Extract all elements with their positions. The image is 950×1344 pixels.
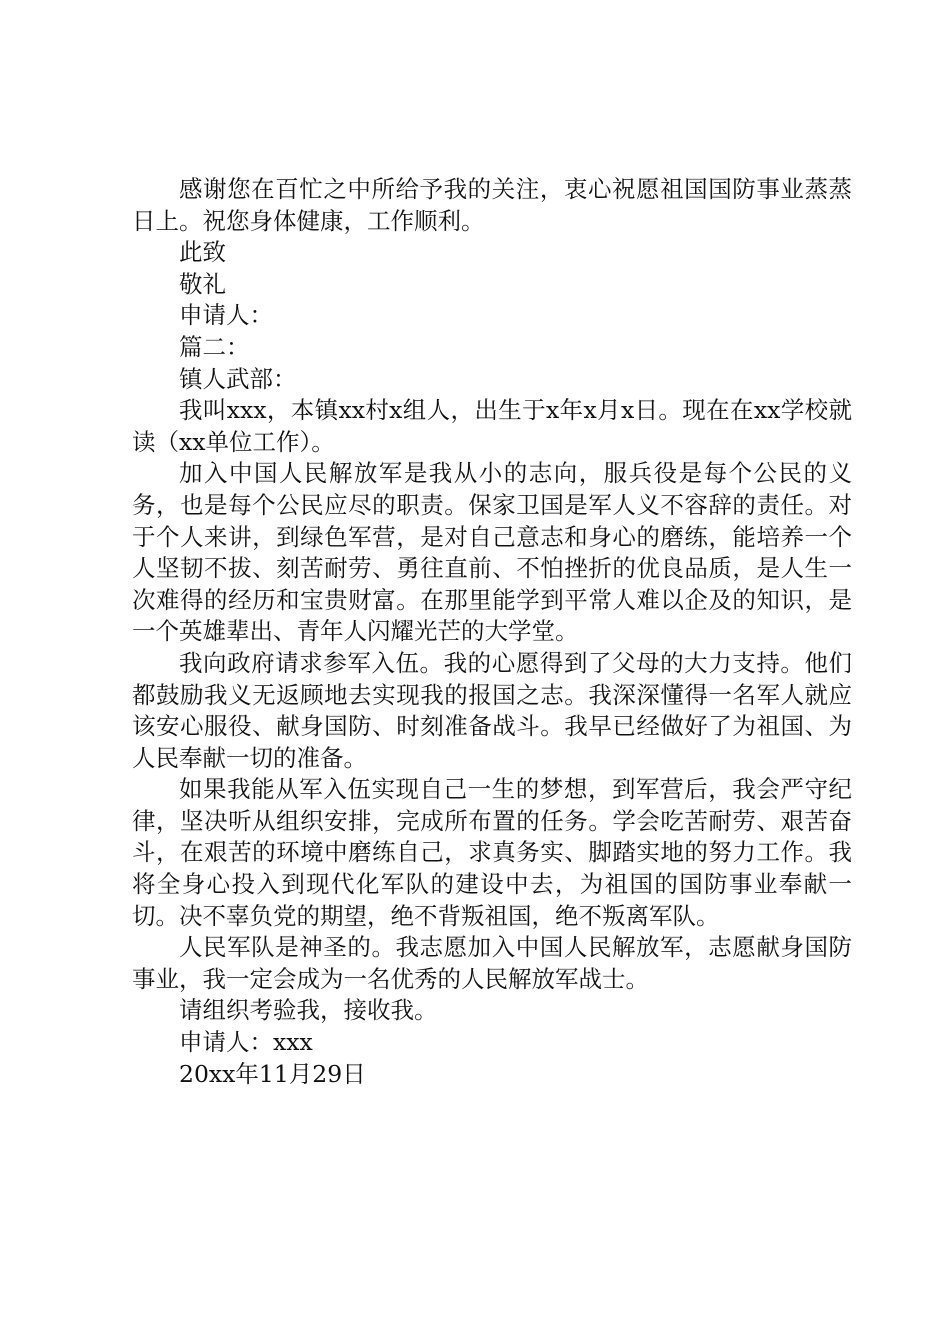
salutation-jingli: 敬礼	[179, 269, 226, 298]
intro-paragraph: 我叫xxx，本镇xx村x组人，出生于x年x月x日。现在在xx学校就读（xx单位工作）。	[132, 396, 852, 456]
request-paragraph: 我向政府请求参军入伍。我的心愿得到了父母的大力支持。他们都鼓励我义无返顾地去实现我的报国之志。我深深懂得一名军人就应该安心服役、献身国防、时刻准备战斗。我早已经做好了为祖国、为人民奉献一切的准备。	[132, 648, 852, 772]
aspiration-paragraph: 人民军队是神圣的。我志愿加入中国人民解放军，志愿献身国防事业，我一定会成为一名优秀的人民解放军战士。	[132, 933, 852, 993]
applicant-label: 申请人：	[179, 301, 273, 330]
motivation-paragraph: 加入中国人民解放军是我从小的志向，服兵役是每个公民的义务，也是每个公民应尽的职责。保家卫国是军人义不容辞的责任。对于个人来讲，到绿色军营，是对自己意志和身心的磨练，能培养一个人坚韧不拔、刻苦耐劳、勇往直前、不怕挫折的优良品质，是人生一次难得的经历和宝贵财富。在那里能学到平常人难以企及的知识，是一个英雄辈出、青年人闪耀光芒的大学堂。	[132, 459, 852, 646]
section-heading: 篇二：	[179, 332, 250, 361]
commitment-paragraph: 如果我能从军入伍实现自己一生的梦想，到军营后，我会严守纪律，坚决听从组织安排，完成所布置的任务。学会吃苦耐劳、艰苦奋斗，在艰苦的环境中磨练自己，求真务实、脚踏实地的努力工作。我将全身心投入到现代化军队的建设中去，为祖国的国防事业奉献一切。决不辜负党的期望，绝不背叛祖国，绝不叛离军队。	[132, 775, 852, 930]
date-line: 20xx年11月29日	[179, 1059, 366, 1088]
closing-paragraph: 感谢您在百忙之中所给予我的关注，衷心祝愿祖国国防事业蒸蒸日上。祝您身体健康，工作顺利。	[132, 175, 852, 235]
document-body	[132, 174, 852, 1090]
signature-line: 申请人：xxx	[179, 1028, 313, 1057]
salutation-cizhi: 此致	[179, 238, 226, 267]
recipient-line: 镇人武部：	[179, 364, 297, 393]
request-line: 请组织考验我，接收我。	[179, 996, 438, 1025]
